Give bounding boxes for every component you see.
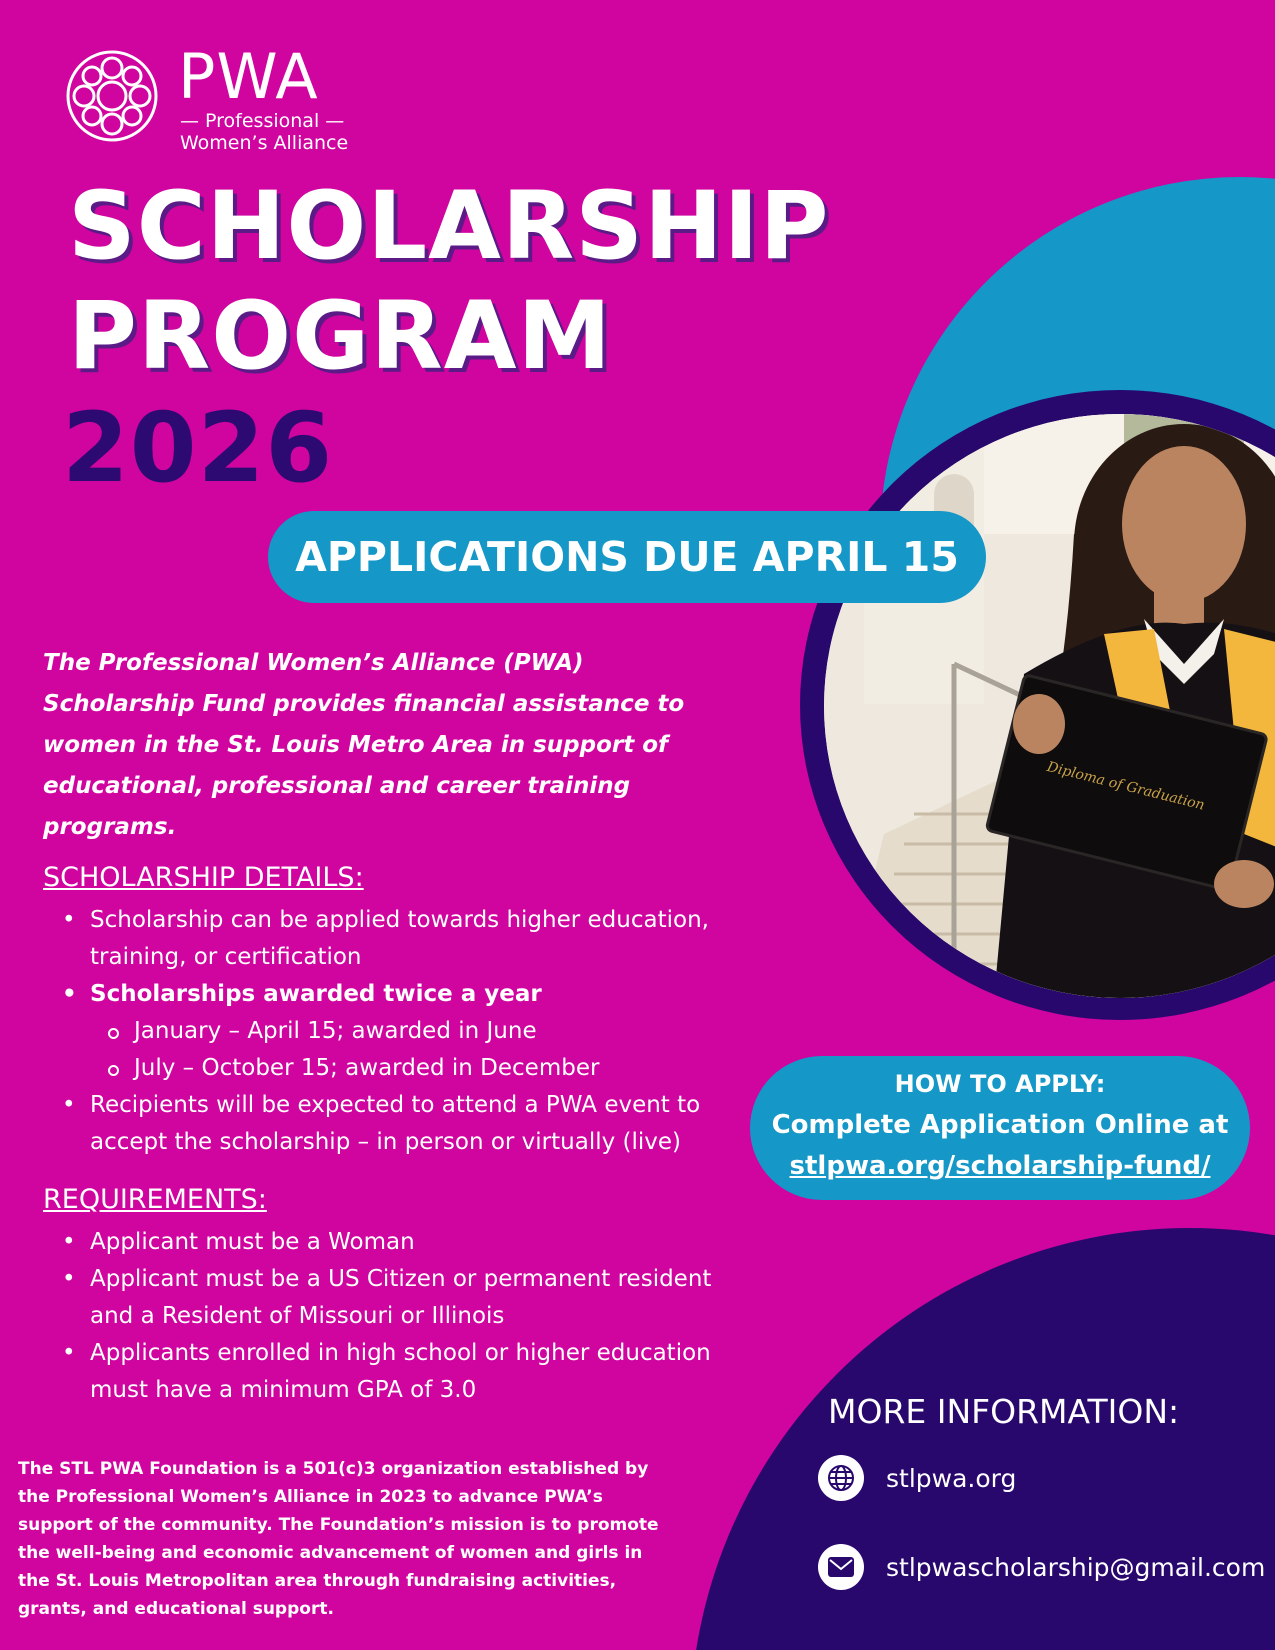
globe-icon bbox=[818, 1455, 864, 1501]
website-contact[interactable] bbox=[818, 1455, 1016, 1501]
requirement-item: • Applicant must be a US Citizen or permanent resident and a Resident of Missouri or Illinois bbox=[58, 1261, 748, 1335]
flower-mandala-icon bbox=[62, 46, 162, 146]
diploma-text: Diploma of Graduation bbox=[1045, 759, 1207, 814]
details-item: • Scholarship can be applied towards higher education, training, or certification bbox=[58, 902, 748, 976]
email-link[interactable]: stlpwascholarship@gmail.com bbox=[886, 1552, 1266, 1582]
apply-link[interactable]: stlpwa.org/scholarship-fund/ bbox=[789, 1151, 1211, 1181]
deadline-text: APPLICATIONS DUE APRIL 15 bbox=[295, 533, 959, 581]
email-contact[interactable] bbox=[818, 1544, 1265, 1590]
details-item: • Recipients will be expected to attend a PWA event to accept the scholarship – in person or virtually (live) bbox=[58, 1087, 748, 1161]
apply-heading: HOW TO APPLY: bbox=[894, 1070, 1106, 1098]
requirement-item: • Applicants enrolled in high school or higher education must have a minimum GPA of 3.0 bbox=[58, 1335, 748, 1409]
requirements-list bbox=[58, 1224, 748, 1409]
logo-subtitle-line2: Women’s Alliance bbox=[180, 132, 349, 154]
foundation-statement: The STL PWA Foundation is a 501(c)3 organization established by the Professional Women’s Alliance in 2023 to advance PWA’s support of the community. The Foundation’s mission is to promote the well-being and economic advancement of women and girls in the St. Louis Metropolitan area through fundraising activities, grants, and educational support. bbox=[18, 1459, 659, 1619]
pwa-logo[interactable] bbox=[62, 40, 352, 154]
logo-title: PWA bbox=[178, 40, 319, 113]
logo-subtitle-line1: — Professional — bbox=[180, 110, 345, 132]
how-to-apply-box bbox=[750, 1056, 1250, 1200]
details-subitem: January – April 15; awarded in June bbox=[58, 1013, 748, 1050]
requirements-heading: REQUIREMENTS: bbox=[43, 1184, 267, 1215]
requirement-item: • Applicant must be a Woman bbox=[58, 1224, 748, 1261]
headline-scholarship: SCHOLARSHIP bbox=[68, 172, 830, 281]
details-heading: SCHOLARSHIP DETAILS: bbox=[43, 862, 364, 893]
headline-year: 2026 bbox=[62, 392, 334, 504]
details-list bbox=[58, 902, 748, 1161]
deadline-banner bbox=[268, 511, 986, 603]
mail-icon bbox=[818, 1544, 864, 1590]
website-link[interactable]: stlpwa.org bbox=[886, 1463, 1017, 1493]
details-item: • Scholarships awarded twice a year bbox=[58, 976, 748, 1013]
headline-program: PROGRAM bbox=[68, 282, 613, 391]
intro-paragraph: The Professional Women’s Alliance (PWA) Scholarship Fund provides financial assistance to women in the St. Louis Metro Area in support of educational, professional and career training programs. bbox=[43, 650, 685, 840]
apply-instruction: Complete Application Online at bbox=[771, 1110, 1229, 1140]
details-subitem: July – October 15; awarded in December bbox=[58, 1050, 748, 1087]
more-info-heading: MORE INFORMATION: bbox=[828, 1392, 1180, 1431]
